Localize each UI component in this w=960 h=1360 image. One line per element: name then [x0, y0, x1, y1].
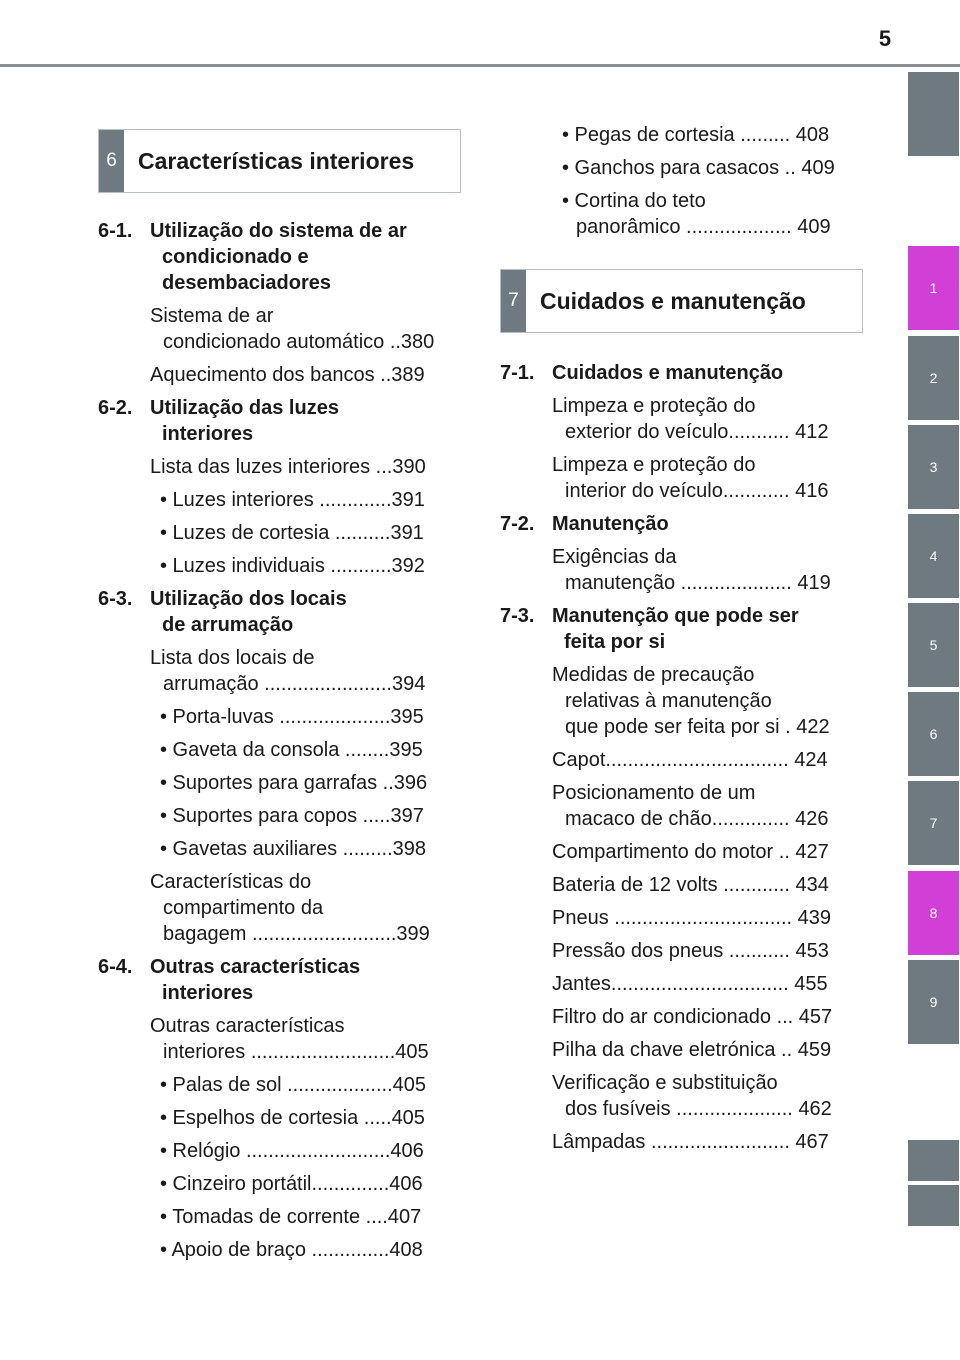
chapter-tab-7[interactable]: 7 — [908, 781, 959, 865]
toc-heading-7-2[interactable] — [500, 511, 860, 537]
item-line: Limpeza e proteção do — [552, 395, 756, 417]
toc-item[interactable] — [98, 303, 458, 355]
toc-subitem[interactable]: • Suportes para copos .....397 — [160, 805, 424, 827]
toc-subitem[interactable]: • Apoio de braço ..............408 — [160, 1239, 423, 1261]
section-7-title: Cuidados e manutenção — [540, 287, 806, 314]
item-line: Limpeza e proteção do — [552, 454, 756, 476]
section-6-title: Características interiores — [138, 147, 415, 174]
item-line: panorâmico ................... 409 — [576, 216, 831, 238]
toc-item[interactable] — [500, 1004, 860, 1030]
toc-heading-7-1[interactable] — [500, 360, 860, 386]
toc-item[interactable] — [98, 454, 458, 480]
section-6-header — [98, 129, 461, 193]
item-line: Bateria de 12 volts ............ 434 — [552, 874, 829, 896]
toc-subitem[interactable]: • Pegas de cortesia ......... 408 — [562, 124, 830, 146]
chapter-tab-5[interactable]: 5 — [908, 603, 959, 687]
toc-item[interactable] — [500, 452, 860, 504]
toc-item[interactable] — [500, 1037, 860, 1063]
item-line: macaco de chão.............. 426 — [565, 808, 829, 830]
toc-subitem[interactable]: • Luzes individuais ...........392 — [160, 555, 425, 577]
toc-heading-6-1[interactable] — [98, 218, 458, 296]
section-6-number: 6 — [99, 130, 124, 192]
toc-subitem[interactable] — [500, 188, 860, 240]
toc-heading-6-2[interactable] — [98, 395, 458, 447]
heading-line: Utilização do sistema de ar — [150, 220, 407, 242]
item-line: Exigências da — [552, 546, 677, 568]
chapter-tab-index-b[interactable] — [908, 1185, 959, 1226]
toc-heading-6-4[interactable] — [98, 954, 458, 1006]
chapter-tab-8[interactable]: 8 — [908, 871, 959, 955]
chapter-code: 6-3. — [98, 588, 133, 610]
heading-line: desembaciadores — [162, 272, 331, 294]
item-line: arrumação .......................394 — [163, 673, 426, 695]
header-divider — [0, 64, 960, 67]
toc-heading-6-3[interactable] — [98, 586, 458, 638]
item-line: exterior do veículo........... 412 — [565, 421, 829, 443]
item-line: Capot................................. 424 — [552, 749, 828, 771]
chapter-code: 7-3. — [500, 605, 535, 627]
heading-line: de arrumação — [162, 614, 294, 636]
item-line: Lâmpadas ......................... 467 — [552, 1131, 829, 1153]
toc-item[interactable] — [98, 869, 458, 947]
chapter-tab-4[interactable]: 4 — [908, 514, 959, 598]
item-line: Características do — [150, 871, 312, 893]
item-line: Outras características — [150, 1015, 345, 1037]
toc-item[interactable] — [500, 780, 860, 832]
item-line: • Cortina do teto — [562, 190, 706, 212]
item-line: Jantes................................ 455 — [552, 973, 828, 995]
item-line: Filtro do ar condicionado ... 457 — [552, 1006, 833, 1028]
heading-line: interiores — [162, 982, 254, 1004]
chapter-tab-9[interactable]: 9 — [908, 960, 959, 1044]
toc-item[interactable] — [98, 362, 458, 388]
chapter-code: 6-1. — [98, 220, 133, 242]
toc-subitem[interactable]: • Tomadas de corrente ....407 — [160, 1206, 422, 1228]
item-line: Pneus ................................ 439 — [552, 907, 832, 929]
toc-subitem[interactable]: • Relógio ..........................406 — [160, 1140, 424, 1162]
item-line: Compartimento do motor .. 427 — [552, 841, 829, 863]
chapter-code: 7-1. — [500, 362, 535, 384]
item-line: Pilha da chave eletrónica .. 459 — [552, 1039, 832, 1061]
item-line: Verificação e substituição — [552, 1072, 778, 1094]
toc-subitem[interactable]: • Luzes interiores .............391 — [160, 489, 425, 511]
item-line: Sistema de ar — [150, 305, 274, 327]
heading-line: Outras características — [150, 956, 361, 978]
chapter-tab-index-a[interactable] — [908, 1140, 959, 1181]
heading-line: feita por si — [564, 631, 666, 653]
toc-left-column — [98, 218, 458, 1270]
chapter-tab-1[interactable]: 1 — [908, 246, 959, 330]
toc-heading-7-3[interactable] — [500, 603, 860, 655]
item-line: que pode ser feita por si . 422 — [565, 716, 830, 738]
toc-subitem[interactable]: • Espelhos de cortesia .....405 — [160, 1107, 425, 1129]
chapter-code: 7-2. — [500, 513, 535, 535]
toc-item[interactable] — [98, 1013, 458, 1065]
item-line: interiores ..........................405 — [163, 1041, 429, 1063]
section-7-header — [500, 269, 863, 333]
item-line: dos fusíveis ..................... 462 — [565, 1098, 832, 1120]
item-line: Lista das luzes interiores ...390 — [150, 456, 426, 478]
toc-item[interactable] — [500, 938, 860, 964]
heading-line: interiores — [162, 423, 254, 445]
chapter-tab-3[interactable]: 3 — [908, 425, 959, 509]
toc-subitem[interactable]: • Ganchos para casacos .. 409 — [562, 157, 835, 179]
toc-item[interactable] — [98, 645, 458, 697]
toc-subitem[interactable]: • Luzes de cortesia ..........391 — [160, 522, 424, 544]
toc-subitem[interactable]: • Gavetas auxiliares .........398 — [160, 838, 427, 860]
heading-line: Manutenção que pode ser — [552, 605, 799, 627]
item-line: Aquecimento dos bancos ..389 — [150, 364, 425, 386]
heading-line: Manutenção — [552, 513, 669, 535]
item-line: Pressão dos pneus ........... 453 — [552, 940, 829, 962]
heading-line: condicionado e — [162, 246, 309, 268]
toc-subitem[interactable]: • Palas de sol ...................405 — [160, 1074, 427, 1096]
item-line: Lista dos locais de — [150, 647, 315, 669]
toc-item[interactable] — [500, 1070, 860, 1122]
toc-item[interactable] — [500, 747, 860, 773]
chapter-tab-blank-top[interactable] — [908, 72, 959, 156]
item-line: condicionado automático ..380 — [163, 331, 435, 353]
item-line: relativas à manutenção — [565, 690, 772, 712]
toc-subitem[interactable]: • Suportes para garrafas ..396 — [160, 772, 428, 794]
toc-item[interactable] — [500, 971, 860, 997]
item-line: manutenção .................... 419 — [565, 572, 831, 594]
heading-line: Utilização dos locais — [150, 588, 347, 610]
heading-line: Cuidados e manutenção — [552, 362, 784, 384]
chapter-tab-6[interactable]: 6 — [908, 692, 959, 776]
toc-item[interactable] — [500, 872, 860, 898]
toc-subitem[interactable]: • Gaveta da consola ........395 — [160, 739, 423, 761]
chapter-code: 6-2. — [98, 397, 133, 419]
section-7-number: 7 — [501, 270, 526, 332]
toc-item[interactable] — [500, 1129, 860, 1155]
toc-item[interactable] — [500, 839, 860, 865]
page-number: 5 — [878, 26, 892, 51]
chapter-code: 6-4. — [98, 956, 133, 978]
toc-item[interactable] — [500, 905, 860, 931]
item-line: bagagem ..........................399 — [163, 923, 430, 945]
toc-right-column — [500, 360, 860, 1162]
toc-item[interactable] — [500, 544, 860, 596]
toc-item[interactable] — [500, 393, 860, 445]
heading-line: Utilização das luzes — [150, 397, 339, 419]
toc-item[interactable] — [500, 662, 860, 740]
chapter-tab-2[interactable]: 2 — [908, 336, 959, 420]
item-line: Posicionamento de um — [552, 782, 756, 804]
toc-subitem[interactable]: • Cinzeiro portátil..............406 — [160, 1173, 423, 1195]
item-line: Medidas de precaução — [552, 664, 755, 686]
item-line: interior do veículo............ 416 — [565, 480, 829, 502]
toc-subitem[interactable]: • Porta-luvas ....................395 — [160, 706, 424, 728]
toc-right-continuation — [500, 122, 860, 247]
item-line: compartimento da — [163, 897, 324, 919]
